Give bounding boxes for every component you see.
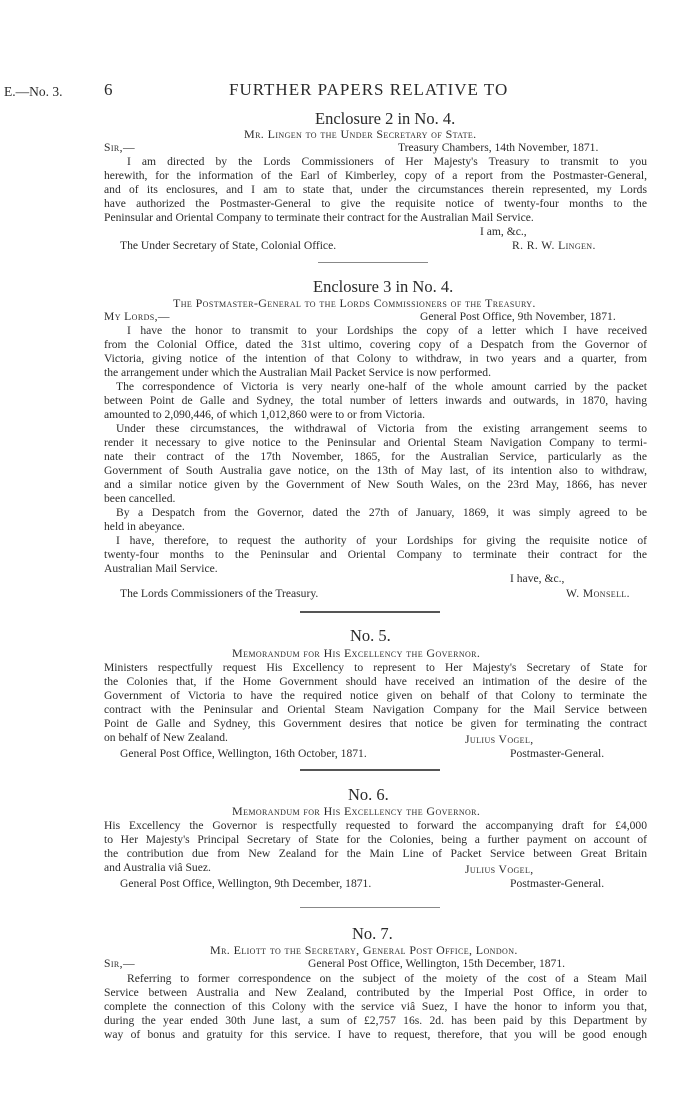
no6-signer: Julius Vogel, — [465, 863, 534, 876]
no7-salutation: Sir,— — [104, 957, 135, 970]
enclosure-2-subtitle: Mr. Lingen to the Under Secretary of State. — [244, 127, 477, 141]
enclosure-3-closing: I have, &c., — [510, 572, 565, 585]
enclosure-2-line: Peninsular and Oriental Company to terminate their contract for the Australian Mail Service. — [104, 211, 534, 224]
no7-title: No. 7. — [352, 924, 393, 943]
enclosure-3-line: Victoria, giving notice of the intention of that Colony to withdraw, in two years and a quarter, from — [104, 352, 647, 365]
enclosure-3-line: between Point de Galle and Sydney, the total number of letters inwards and outwards, in 1870, having — [104, 394, 647, 407]
no7-line: Referring to former correspondence on the subject of the moiety of the cost of a Steam Mail — [127, 972, 647, 985]
no5-line: Government of Victoria to have the required notice given on behalf of that Colony to terminate the — [104, 689, 647, 702]
no7-line: Service between Australia and New Zealand, contributed by the Imperial Post Office, in order to — [104, 986, 647, 999]
enclosure-3-line: twenty-four months to the Peninsular and Oriental Company to terminate their contract for the — [104, 548, 647, 561]
enclosure-2-signature: R. R. W. Lingen. — [512, 239, 596, 252]
no6-place-date: General Post Office, Wellington, 9th December, 1871. — [120, 877, 372, 890]
no5-signer: Julius Vogel, — [465, 733, 534, 746]
no6-line: the contribution due from New Zealand for the Main Line of Packet Service between Great Britain — [104, 847, 647, 860]
no6-title: No. 6. — [348, 785, 389, 804]
no5-line: Point de Galle and Sydney, this Government desires that notice be given for terminating the contract — [104, 717, 647, 730]
enclosure-2-line: have authorized the Postmaster-General to give the requisite notice of twenty-four months to the — [104, 197, 647, 210]
enclosure-3-line: The correspondence of Victoria is very nearly one-half of the whole amount carried by the packet — [116, 380, 647, 393]
no6-signer-title: Postmaster-General. — [510, 877, 605, 890]
no6-line: to Her Majesty's Principal Secretary of State for the Colonies, being a further payment on account of — [104, 833, 647, 846]
enclosure-3-line: held in abeyance. — [104, 520, 185, 533]
no7-subtitle: Mr. Eliott to the Secretary, General Post Office, London. — [210, 943, 518, 957]
enclosure-3-line: Under these circumstances, the withdrawal of Victoria from the existing arrangement seems to — [116, 422, 647, 435]
series-number: E.—No. 3. — [4, 84, 63, 99]
enclosure-3-line: the arrangement under which the Australian Mail Packet Service is now performed. — [104, 366, 491, 379]
enclosure-3-line: Australian Mail Service. — [104, 562, 218, 575]
page-number: 6 — [104, 80, 113, 99]
no7-line: complete the connection of this Colony with the service viâ Suez, I have the honor to inform you that, — [104, 1000, 647, 1013]
no6-line: His Excellency the Governor is respectfully requested to forward the accompanying draft for £4,000 — [104, 819, 647, 832]
enclosure-3-line: from the Colonial Office, dated the 31st ultimo, covering copy of a Despatch from the Governor of — [104, 338, 647, 351]
no7-line: way of bonus and gratuity for this service. I have to request, therefore, that you will be good enough — [104, 1028, 647, 1041]
enclosure-2-addressee: The Under Secretary of State, Colonial Office. — [120, 239, 337, 252]
no7-line: during the year ended 30th June last, a sum of £2,757 16s. 2d. has been paid by this Department by — [104, 1014, 647, 1027]
no7-dateline: General Post Office, Wellington, 15th December, 1871. — [308, 957, 566, 970]
enclosure-2-line: herewith, for the information of the Earl of Kimberley, copy of a report from the Postmaster-General, — [104, 169, 647, 182]
enclosure-3-title: Enclosure 3 in No. 4. — [313, 277, 454, 296]
section-divider — [318, 262, 428, 263]
section-divider — [300, 907, 440, 908]
enclosure-3-signature: W. Monsell. — [566, 587, 630, 600]
section-divider — [300, 769, 440, 771]
enclosure-3-line: Government of South Australia gave notice, on the 13th of May last, of its intention also to withdraw, — [104, 464, 647, 477]
enclosure-2-title: Enclosure 2 in No. 4. — [315, 109, 456, 128]
enclosure-3-line: been cancelled. — [104, 492, 176, 505]
enclosure-3-line: amounted to 2,090,446, of which 1,012,860 were to or from Victoria. — [104, 408, 426, 421]
no5-title: No. 5. — [350, 626, 391, 645]
enclosure-2-line: and of its enclosures, and I am to state that, under the circumstances therein represented, my Lords — [104, 183, 647, 196]
no5-line: the Colonies that, if the Home Government should have received an intimation of the desire of the — [104, 675, 647, 688]
enclosure-3-subtitle: The Postmaster-General to the Lords Commissioners of the Treasury. — [173, 296, 536, 310]
enclosure-3-line: and a similar notice given by the Government of New South Wales, on the 23rd May, 1866, has never — [104, 478, 647, 491]
enclosure-3-line: nate their contract of the 17th November, 1865, for the Australian Service, particularly as the — [104, 450, 647, 463]
no5-subtitle: Memorandum for His Excellency the Governor. — [232, 646, 481, 660]
enclosure-2-line: I am directed by the Lords Commissioners of Her Majesty's Treasury to transmit to you — [127, 155, 647, 168]
enclosure-3-line: By a Despatch from the Governor, dated the 27th of January, 1869, it was simply agreed to be — [116, 506, 647, 519]
section-divider — [300, 611, 440, 613]
enclosure-3-salutation: My Lords,— — [104, 310, 170, 323]
enclosure-3-line: I have, therefore, to request the authority of your Lordships for giving the requisite notice of — [116, 534, 647, 547]
no6-subtitle: Memorandum for His Excellency the Governor. — [232, 804, 481, 818]
no5-line: contract with the Peninsular and Oriental Steam Navigation Company for the Mail Service between — [104, 703, 647, 716]
no6-line: and Australia viâ Suez. — [104, 861, 211, 874]
no5-line: Ministers respectfully request His Excellency to represent to Her Majesty's Secretary of State for — [104, 661, 647, 674]
enclosure-3-line: render it necessary to give notice to the Peninsular and Oriental Steam Navigation Company to termi- — [104, 436, 647, 449]
enclosure-3-line: I have the honor to transmit to your Lordships the copy of a letter which I have received — [127, 324, 647, 337]
enclosure-2-salutation: Sir,— — [104, 141, 135, 154]
no5-line: on behalf of New Zealand. — [104, 731, 228, 744]
enclosure-3-dateline: General Post Office, 9th November, 1871. — [420, 310, 616, 323]
enclosure-3-addressee: The Lords Commissioners of the Treasury. — [120, 587, 319, 600]
enclosure-2-dateline: Treasury Chambers, 14th November, 1871. — [398, 141, 599, 154]
enclosure-2-closing: I am, &c., — [480, 225, 527, 238]
no5-signer-title: Postmaster-General. — [510, 747, 605, 760]
running-title: FURTHER PAPERS RELATIVE TO — [229, 80, 509, 99]
no5-place-date: General Post Office, Wellington, 16th October, 1871. — [120, 747, 367, 760]
